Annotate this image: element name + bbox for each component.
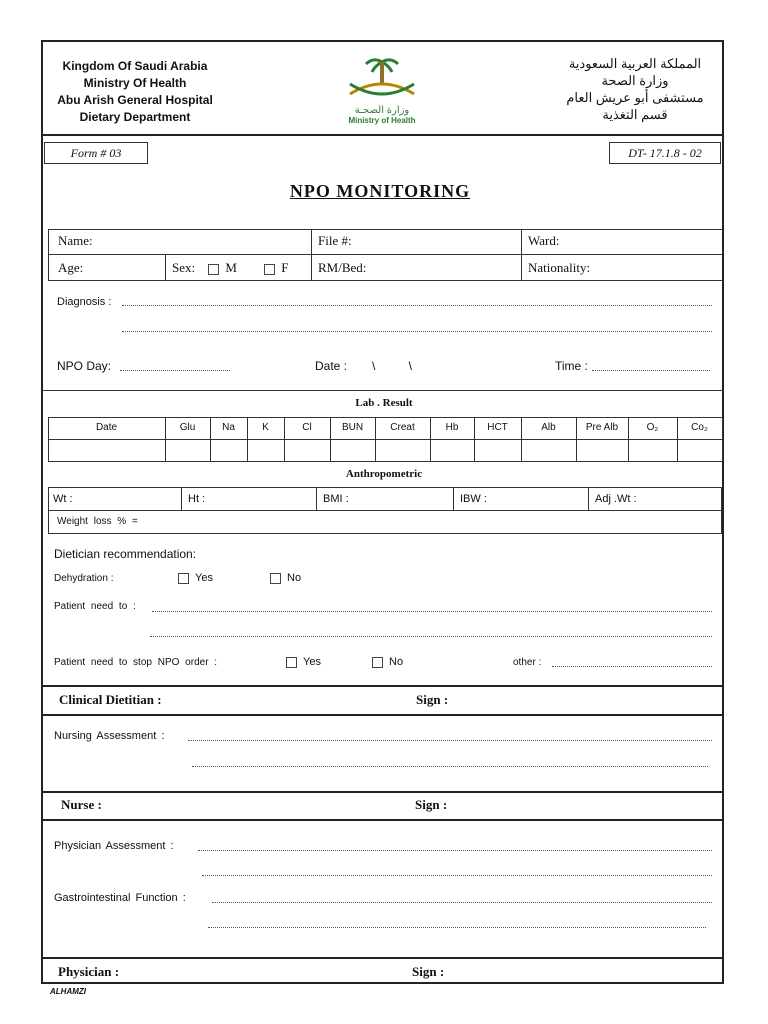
- gi-function-label: Gastrointestinal Function :: [54, 892, 186, 904]
- physician-line[interactable]: [198, 850, 712, 851]
- wt-label: Wt :: [53, 493, 73, 505]
- rule: [165, 254, 166, 280]
- lab-value-cell[interactable]: [677, 439, 722, 461]
- name-label: Name:: [58, 233, 93, 248]
- date-label: Date :: [315, 359, 348, 373]
- header-right-line: المملكة العربية السعودية: [568, 56, 702, 71]
- rule: [311, 229, 312, 280]
- page-title: NPO MONITORING: [289, 181, 471, 201]
- date-separators: \ \: [372, 359, 413, 373]
- lab-column-header: Na: [222, 422, 235, 433]
- header-right-line: مستشفى أبو عريش العام: [566, 90, 704, 105]
- lab-column-header: Alb: [541, 422, 556, 433]
- gi-line[interactable]: [212, 902, 712, 903]
- stop-npo-no-checkbox[interactable]: [372, 657, 383, 668]
- rule: [721, 487, 722, 533]
- npo-day-line[interactable]: [120, 370, 230, 371]
- dehydration-label: Dehydration :: [54, 573, 114, 584]
- male-checkbox[interactable]: [208, 264, 219, 275]
- header-right-line: قسم التغذية: [602, 107, 668, 122]
- dehydration-no-checkbox[interactable]: [270, 573, 281, 584]
- bmi-label: BMI :: [323, 493, 349, 505]
- rule: [41, 714, 724, 716]
- header-left-line: Abu Arish General Hospital: [57, 93, 213, 107]
- form-number-box: [44, 142, 148, 164]
- rule: [48, 280, 722, 281]
- lab-grid-rule: [722, 417, 723, 461]
- diagnosis-line[interactable]: [122, 305, 712, 306]
- lab-value-cell[interactable]: [430, 439, 474, 461]
- other-line[interactable]: [552, 666, 712, 667]
- physician-label: Physician :: [58, 964, 120, 979]
- rule: [48, 461, 722, 462]
- lab-title: Lab . Result: [355, 397, 413, 409]
- header-right: [560, 55, 710, 123]
- lab-value-cell[interactable]: [330, 439, 375, 461]
- anthro-title: Anthropometric: [345, 468, 423, 480]
- age-label: Age:: [58, 260, 84, 275]
- female-checkbox[interactable]: [264, 264, 275, 275]
- lab-column-header: BUN: [341, 422, 364, 433]
- lab-column-header: HCT: [487, 422, 508, 433]
- other-label: other :: [513, 657, 542, 668]
- rule: [181, 487, 182, 510]
- time-label: Time :: [555, 359, 588, 373]
- rule: [48, 487, 722, 488]
- ward-label: Ward:: [528, 233, 560, 248]
- lab-column-header: Creat: [390, 422, 415, 433]
- lab-column-header: O₂: [646, 422, 659, 433]
- rule: [41, 390, 724, 391]
- logo-arabic: وزارة الصحـة: [354, 105, 410, 116]
- footer-signature: ALHAMZI: [50, 987, 86, 996]
- ibw-label: IBW :: [460, 493, 487, 505]
- form-number: Form # 03: [70, 146, 122, 160]
- female-label: F: [281, 260, 289, 275]
- lab-value-cell[interactable]: [521, 439, 576, 461]
- yes-label: Yes: [303, 656, 321, 668]
- rule: [48, 417, 722, 418]
- diagnosis-line-2[interactable]: [122, 331, 712, 332]
- rule: [41, 957, 724, 959]
- time-line[interactable]: [592, 370, 710, 371]
- header-left: [55, 58, 215, 126]
- stop-npo-no: [372, 656, 403, 668]
- physician-assessment-label: Physician Assessment :: [54, 840, 174, 852]
- no-label: No: [287, 572, 302, 584]
- no-label: No: [389, 656, 404, 668]
- rule: [48, 487, 49, 533]
- rule: [588, 487, 589, 510]
- rule: [41, 791, 724, 793]
- ht-label: Ht :: [188, 493, 206, 505]
- lab-column-header: Cl: [302, 422, 312, 433]
- lab-column-header: Hb: [445, 422, 459, 433]
- file-label: File #:: [318, 233, 352, 248]
- lab-value-cell[interactable]: [628, 439, 677, 461]
- rule: [48, 533, 722, 534]
- nationality-label: Nationality:: [528, 260, 591, 275]
- lab-value-cell[interactable]: [375, 439, 430, 461]
- lab-column-header: Pre Alb: [585, 422, 619, 433]
- lab-value-cell[interactable]: [210, 439, 247, 461]
- header-left-line: Kingdom Of Saudi Arabia: [62, 59, 208, 73]
- rule: [48, 510, 722, 511]
- sign-label: Sign :: [415, 797, 448, 812]
- adj-wt-label: Adj .Wt :: [595, 493, 637, 505]
- header-left-line: Dietary Department: [79, 110, 191, 124]
- nursing-line[interactable]: [188, 740, 712, 741]
- patient-need-label: Patient need to :: [54, 601, 136, 612]
- doc-code: DT- 17.1.8 - 02: [628, 146, 702, 160]
- physician-line-2[interactable]: [202, 875, 712, 876]
- dehydration-yes: [178, 572, 213, 584]
- doc-code-box: [609, 142, 721, 164]
- rule: [41, 819, 724, 821]
- rm-bed-label: RM/Bed:: [318, 260, 367, 275]
- header-right-line: وزارة الصحة: [601, 73, 669, 88]
- sign-label: Sign :: [412, 964, 445, 979]
- header-left-line: Ministry Of Health: [83, 76, 187, 90]
- rule: [41, 685, 724, 687]
- male-label: M: [225, 260, 237, 275]
- lab-column-header: Glu: [179, 422, 196, 433]
- stop-npo-yes-checkbox[interactable]: [286, 657, 297, 668]
- logo-english: Ministry of Health: [348, 116, 416, 125]
- patient-need-line-2[interactable]: [150, 636, 712, 637]
- sex-field: [172, 260, 288, 276]
- lab-value-cell[interactable]: [247, 439, 284, 461]
- yes-label: Yes: [195, 572, 213, 584]
- nursing-line-2[interactable]: [192, 766, 708, 767]
- lab-value-cell[interactable]: [576, 439, 628, 461]
- rule: [521, 229, 522, 280]
- lab-column-header: Date: [95, 422, 118, 433]
- patient-need-line[interactable]: [152, 611, 712, 612]
- lab-value-cell[interactable]: [165, 439, 210, 461]
- lab-column-header: K: [262, 422, 269, 433]
- weight-loss-label: Weight loss % =: [57, 516, 138, 527]
- rule: [453, 487, 454, 510]
- moh-logo: [332, 56, 432, 126]
- dehydration-yes-checkbox[interactable]: [178, 573, 189, 584]
- npo-day-label: NPO Day:: [57, 359, 112, 373]
- diagnosis-label: Diagnosis :: [57, 296, 112, 308]
- lab-column-header: Co₂: [691, 422, 708, 433]
- header-rule: [41, 134, 724, 136]
- nursing-assessment-label: Nursing Assessment :: [54, 730, 165, 742]
- rule: [316, 487, 317, 510]
- dietician-recommendation-label: Dietician recommendation:: [54, 547, 197, 561]
- sex-label: Sex:: [172, 260, 196, 275]
- stop-npo-yes: [286, 656, 321, 668]
- rule: [48, 229, 49, 280]
- palm-swords-icon: [332, 56, 432, 104]
- clinical-dietitian-label: Clinical Dietitian :: [59, 692, 162, 707]
- nurse-label: Nurse :: [61, 797, 102, 812]
- lab-value-cell[interactable]: [48, 439, 165, 461]
- stop-npo-label: Patient need to stop NPO order :: [54, 657, 218, 668]
- sign-label: Sign :: [416, 692, 449, 707]
- gi-line-2[interactable]: [208, 927, 706, 928]
- rule: [48, 254, 722, 255]
- rule: [48, 229, 722, 230]
- lab-value-cell[interactable]: [474, 439, 521, 461]
- lab-value-cell[interactable]: [284, 439, 330, 461]
- dehydration-no: [270, 572, 301, 584]
